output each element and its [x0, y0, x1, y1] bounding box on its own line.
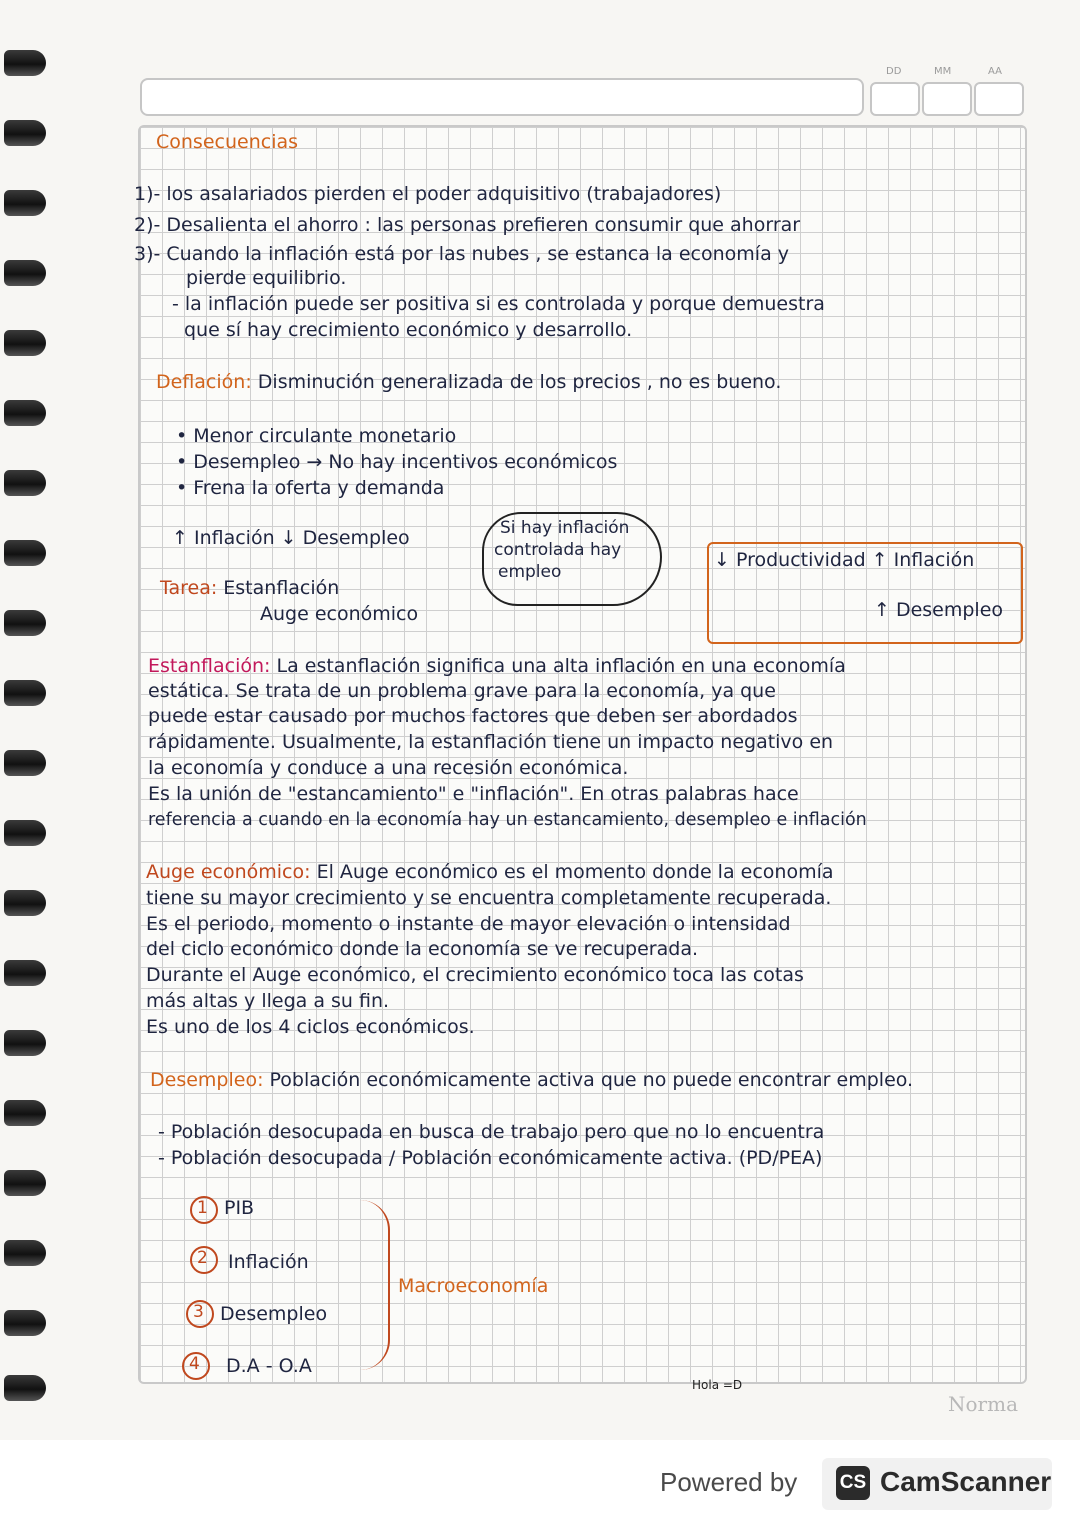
spiral-ring: [4, 50, 46, 76]
hola-doodle: Hola =D: [692, 1378, 743, 1392]
date-box-dd: [870, 82, 920, 116]
consecuencia-4b: que sí hay crecimiento económico y desarrollo.: [184, 319, 633, 341]
date-box-aa: [974, 82, 1024, 116]
box-line-1: ↓ Productividad ↑ Inflación: [714, 549, 975, 571]
desempleo-item-2: - Población desocupada / Población económicamente activa. (PD/PEA): [158, 1147, 823, 1169]
bullet-text: Frena la oferta y demanda: [193, 477, 445, 499]
cloud-text-2: controlada hay: [494, 540, 622, 560]
auge-line-1: [146, 862, 834, 883]
auge-line-2: tiene su mayor crecimiento y se encuentra completamente recuperada.: [146, 887, 832, 909]
auge-line-6: más altas y llega a su fin.: [146, 990, 390, 1012]
spiral-ring: [4, 960, 46, 986]
spiral-ring: [4, 120, 46, 146]
list-item-da-oa: D.A - O.A: [226, 1355, 312, 1377]
date-label-dd: DD: [886, 66, 902, 77]
box-line-2: ↑ Desempleo: [874, 599, 1004, 621]
tarea-line: [160, 578, 339, 599]
deflacion-line: [156, 372, 781, 393]
spiral-ring: [4, 750, 46, 776]
estanflacion-line-6: Es la unión de "estancamiento" e "inflación". En otras palabras hace: [148, 783, 799, 805]
consecuencia-1: 1)- los asalariados pierden el poder adquisitivo (trabajadores): [134, 183, 722, 205]
spiral-ring: [4, 540, 46, 566]
cloud-text-1: Si hay inflación: [500, 518, 630, 538]
consecuencia-3b: pierde equilibrio.: [186, 267, 347, 289]
tarea-item-1: Estanflación: [223, 577, 340, 599]
auge-line-3: Es el periodo, momento o instante de mayor elevación o intensidad: [146, 913, 791, 935]
deflacion-bullet-1: • Menor circulante monetario: [176, 425, 457, 447]
list-item-desempleo: Desempleo: [220, 1303, 328, 1325]
camscanner-brand: CamScanner: [880, 1466, 1052, 1497]
spiral-ring: [4, 190, 46, 216]
spiral-ring: [4, 400, 46, 426]
deflacion-label: Deflación:: [156, 371, 252, 393]
brace: [348, 1200, 390, 1370]
list-number-4: 4: [189, 1354, 200, 1374]
spiral-ring: [4, 330, 46, 356]
auge-text: El Auge económico es el momento donde la economía: [316, 861, 834, 883]
spiral-ring: [4, 1030, 46, 1056]
tarea-label: Tarea:: [160, 577, 218, 599]
estanflacion-text: La estanflación significa una alta inflación en una economía: [276, 655, 846, 677]
camscanner-logo-icon: CS: [836, 1466, 870, 1500]
estanflacion-line-4: rápidamente. Usualmente, la estanflación tiene un impacto negativo en: [148, 731, 834, 753]
spiral-ring: [4, 1170, 46, 1196]
spiral-ring: [4, 1375, 46, 1401]
auge-line-5: Durante el Auge económico, el crecimiento económico toca las cotas: [146, 964, 804, 986]
list-number-1: 1: [197, 1198, 208, 1218]
desempleo-item-1: - Población desocupada en busca de trabajo pero que no lo encuentra: [158, 1121, 825, 1143]
spiral-ring: [4, 680, 46, 706]
estanflacion-line-7: referencia a cuando en la economía hay un estancamiento, desempleo e inflación: [148, 810, 867, 830]
estanflacion-line-3: puede estar causado por muchos factores que deben ser abordados: [148, 705, 798, 727]
bullet-text: Menor circulante monetario: [193, 425, 457, 447]
auge-label: Auge económico:: [146, 861, 311, 883]
date-box-mm: [922, 82, 972, 116]
spiral-ring: [4, 890, 46, 916]
deflacion-text: Disminución generalizada de los precios , no es bueno.: [257, 371, 782, 393]
cloud-text-3: empleo: [498, 562, 562, 582]
consecuencia-4a: - la inflación puede ser positiva si es controlada y porque demuestra: [172, 293, 825, 315]
desempleo-text: Población económicamente activa que no puede encontrar empleo.: [269, 1069, 914, 1091]
powered-by-text: Powered by: [660, 1467, 798, 1497]
list-item-inflacion: Inflación: [228, 1251, 309, 1273]
spiral-ring: [4, 470, 46, 496]
spiral-binding: [4, 40, 48, 1410]
spiral-ring: [4, 1100, 46, 1126]
auge-line-7: Es uno de los 4 ciclos económicos.: [146, 1016, 475, 1038]
estanflacion-label: Estanflación:: [148, 655, 271, 677]
inflacion-desempleo: ↑ Inflación ↓ Desempleo: [172, 527, 410, 549]
macroeconomia-label: Macroeconomía: [398, 1275, 549, 1297]
desempleo-label: Desempleo:: [150, 1069, 264, 1091]
date-label-aa: AA: [988, 66, 1002, 77]
estanflacion-line-2: estática. Se trata de un problema grave para la economía, ya que: [148, 680, 776, 702]
desempleo-line: [150, 1070, 913, 1091]
bullet-text: Desempleo → No hay incentivos económicos: [193, 451, 618, 473]
title-box: [140, 78, 864, 116]
spiral-ring: [4, 610, 46, 636]
heading-consecuencias: Consecuencias: [156, 131, 299, 153]
consecuencia-3a: 3)- Cuando la inflación está por las nubes , se estanca la economía y: [134, 243, 789, 265]
spiral-ring: [4, 1310, 46, 1336]
deflacion-bullet-3: • Frena la oferta y demanda: [176, 477, 445, 499]
estanflacion-line-5: la economía y conduce a una recesión económica.: [148, 757, 629, 779]
tarea-item-2: Auge económico: [260, 603, 419, 625]
list-item-pib: PIB: [224, 1197, 255, 1219]
list-number-2: 2: [197, 1248, 208, 1268]
spiral-ring: [4, 260, 46, 286]
list-number-3: 3: [193, 1302, 204, 1322]
estanflacion-line-1: [148, 656, 846, 677]
consecuencia-2: 2)- Desalienta el ahorro : las personas prefieren consumir que ahorrar: [134, 214, 801, 236]
notebook-brand: Norma: [948, 1392, 1018, 1416]
spiral-ring: [4, 820, 46, 846]
auge-line-4: del ciclo económico donde la economía se ve recuperada.: [146, 938, 699, 960]
spiral-ring: [4, 1240, 46, 1266]
deflacion-bullet-2: • Desempleo → No hay incentivos económicos: [176, 451, 618, 473]
date-label-mm: MM: [934, 66, 952, 77]
